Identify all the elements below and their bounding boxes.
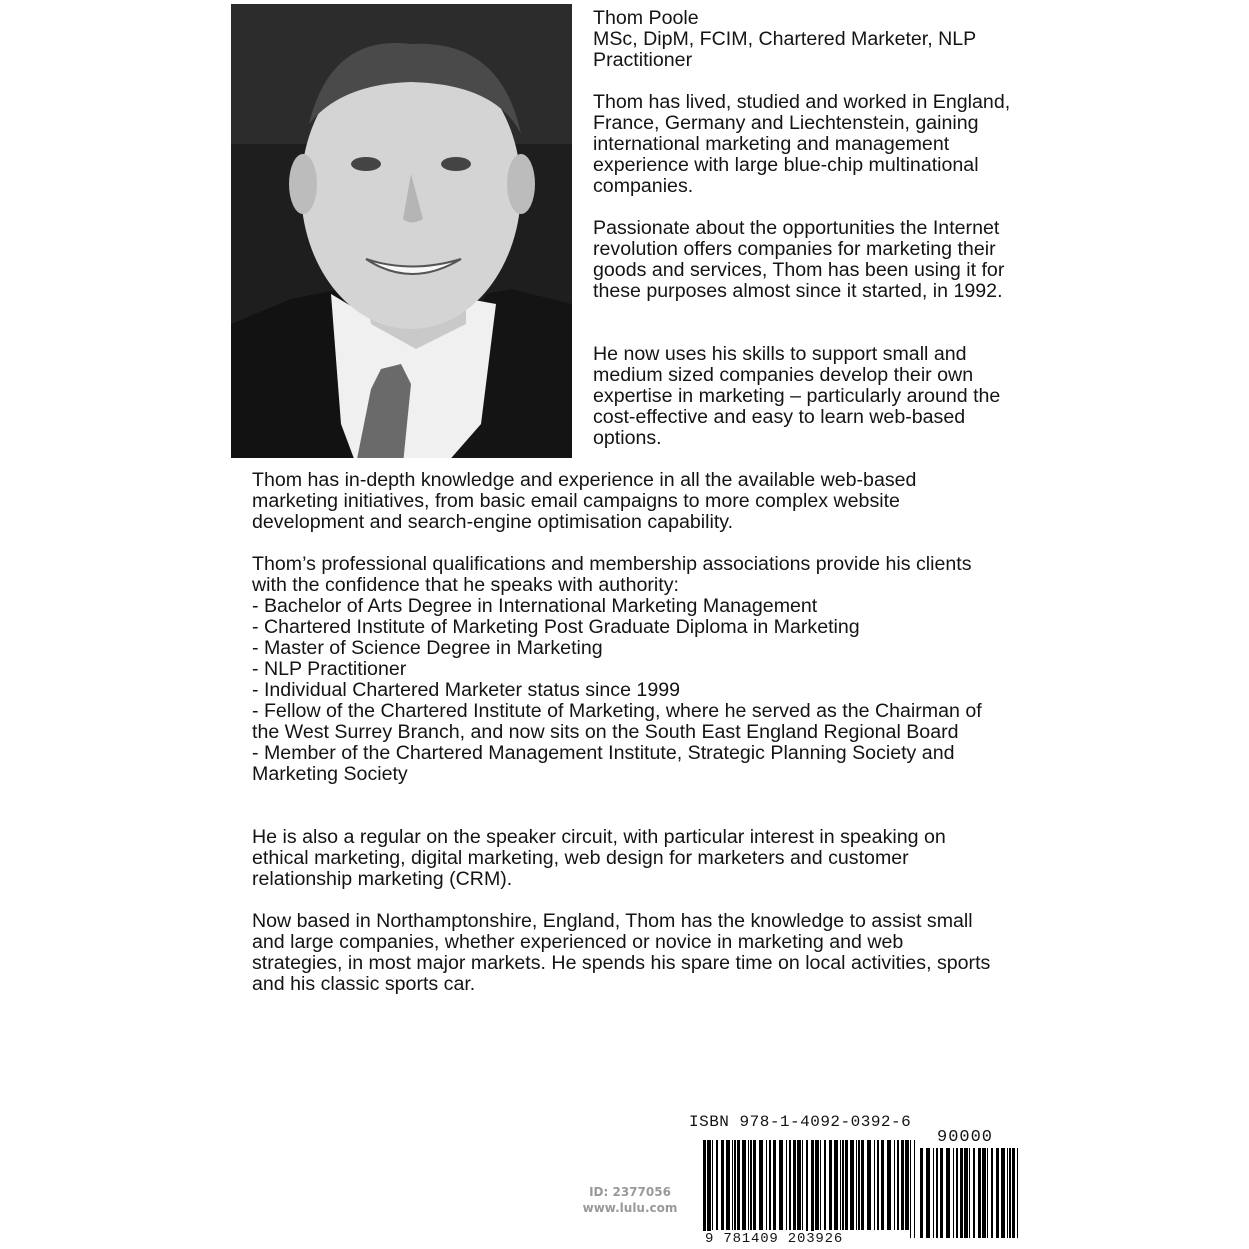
publisher-id: ID: 2377056 [589, 1185, 671, 1199]
isbn-barcode [703, 1140, 915, 1238]
barcode-bar [811, 1140, 814, 1238]
barcode-bar [920, 1148, 923, 1238]
author-heading [593, 8, 1023, 71]
barcode-bar [910, 1140, 911, 1238]
barcode-bar [789, 1140, 791, 1230]
qualification-item: - Individual Chartered Marketer status since 1999 [252, 679, 681, 701]
barcode-bar [742, 1140, 746, 1230]
barcode-bar [953, 1148, 954, 1238]
qualification-item: - Chartered Institute of Marketing Post Graduate Diploma in Marketing [252, 616, 860, 638]
barcode-bar [877, 1140, 879, 1230]
barcode-bar [946, 1148, 950, 1238]
barcode-bar [748, 1140, 749, 1230]
barcode-bar [750, 1140, 752, 1230]
barcode-bar [797, 1140, 801, 1230]
qualifications-list [252, 596, 992, 785]
bio-paragraph-1: Thom has lived, studied and worked in England, France, Germany and Liechtenstein, gaining international marketing and management experience with large blue-chip multinational companies. [593, 91, 1011, 197]
qualification-item: - Member of the Chartered Management Institute, Strategic Planning Society and Marketing Society [252, 742, 955, 785]
barcode-bar [793, 1140, 796, 1230]
barcode-bar [737, 1140, 740, 1230]
barcode-bar [766, 1140, 767, 1230]
barcode-bar [1012, 1148, 1015, 1238]
qualification-item: - Fellow of the Chartered Institute of Marketing, where he served as the Chairman of the West Surrey Branch, and now sits on the South East England Regional Board [252, 700, 982, 743]
barcode-bar [940, 1148, 943, 1238]
barcode-bar [806, 1140, 808, 1238]
barcode-bar [786, 1140, 787, 1230]
barcode-bar [734, 1140, 736, 1230]
barcode-bar [897, 1140, 899, 1230]
bio-paragraph-6: He is also a regular on the speaker circuit, with particular interest in speaking on ethical marketing, digital marketing, web design for marketers and customer relationship marketing (CRM). [252, 826, 946, 890]
bio-paragraph-2: Passionate about the opportunities the Internet revolution offers companies for marketing their goods and services, Thom has been using it for these purposes almost since it started, in 1992. [593, 217, 1005, 302]
barcode-bar [802, 1140, 803, 1230]
barcode-bar [901, 1140, 904, 1230]
barcode-bar [867, 1140, 871, 1230]
barcode-bar [1001, 1148, 1005, 1238]
barcode-bar [973, 1148, 975, 1238]
barcode-bar [716, 1140, 718, 1230]
barcode-bar [914, 1140, 915, 1238]
publisher-url: www.lulu.com [582, 1201, 678, 1215]
barcode-bar [926, 1148, 930, 1238]
barcode-bar [842, 1140, 844, 1230]
qualification-item: - NLP Practitioner [252, 658, 407, 680]
barcode-bar [845, 1140, 848, 1230]
author-credentials: MSc, DipM, FCIM, Chartered Marketer, NLP Practitioner [593, 28, 976, 71]
barcode-bar [759, 1140, 763, 1230]
barcode-bar [815, 1140, 819, 1230]
barcode-bar [1017, 1148, 1018, 1238]
barcode-bar [856, 1140, 857, 1230]
barcode-bar [858, 1140, 860, 1230]
barcode-bar [820, 1140, 821, 1230]
barcode-bar [773, 1140, 776, 1230]
ean-digits: 9 781409 203926 [705, 1231, 844, 1247]
barcode-bar [721, 1140, 724, 1230]
qualification-item: - Bachelor of Arts Degree in International Marketing Management [252, 595, 818, 617]
barcode-bar [861, 1140, 864, 1230]
barcode-bar [707, 1140, 711, 1238]
barcode-bar [936, 1148, 938, 1238]
barcode-bar [874, 1140, 875, 1230]
barcode-bar [960, 1148, 963, 1238]
barcode-bar [769, 1140, 771, 1230]
barcode-bar [779, 1140, 783, 1230]
price-code: 90000 [937, 1128, 994, 1147]
barcode-bar [991, 1148, 993, 1238]
author-photo [231, 4, 572, 458]
barcode-bar [982, 1148, 986, 1238]
barcode-bar [850, 1140, 854, 1230]
author-portrait-illustration [231, 4, 572, 458]
barcode-bar [712, 1140, 713, 1230]
bio-paragraph-5: Thom’s professional qualifications and membership associations provide his clients with the confidence that he speaks with authority: [252, 553, 972, 596]
publisher-mark [566, 1184, 694, 1216]
barcode-bar [969, 1148, 970, 1238]
barcode-bar [1007, 1148, 1008, 1238]
barcode-bar [824, 1140, 826, 1230]
barcode-bar [905, 1140, 909, 1230]
bio-paragraph-3: He now uses his skills to support small and medium sized companies develop their own expertise in marketing – particularly around the cost-effective and easy to learn web-based options. [593, 343, 1001, 449]
barcode-bar [933, 1148, 934, 1238]
barcode-bar [996, 1148, 999, 1238]
barcode-bar [753, 1140, 756, 1230]
barcode-bar [987, 1148, 988, 1238]
barcode-bar [829, 1140, 832, 1230]
qualification-item: - Master of Science Degree in Marketing [252, 637, 603, 659]
barcode-bar [834, 1140, 838, 1230]
barcode-bar [732, 1140, 733, 1230]
barcode-bar [894, 1140, 895, 1230]
barcode-bar [1009, 1148, 1011, 1238]
isbn-label: ISBN 978-1-4092-0392-6 [689, 1113, 912, 1131]
barcode-bar [964, 1148, 968, 1238]
barcode-bar [840, 1140, 841, 1230]
author-name: Thom Poole [593, 7, 699, 29]
barcode-bar [703, 1140, 706, 1238]
bio-paragraph-4: Thom has in-depth knowledge and experience in all the available web-based marketing initiatives, from basic email campaigns to more complex website development and search-engine optimisation capability. [252, 469, 917, 533]
price-barcode [920, 1148, 1018, 1246]
barcode-bar [956, 1148, 958, 1238]
barcode-bar [978, 1148, 981, 1238]
bio-paragraph-7: Now based in Northamptonshire, England, Thom has the knowledge to assist small and large companies, whether experienced or novice in marketing and web strategies, in most major markets. He spends his spare time on local activities, sports and his classic sports car. [252, 910, 991, 995]
barcode-bar [887, 1140, 891, 1230]
barcode-bar [881, 1140, 884, 1230]
barcode-bar [726, 1140, 730, 1230]
